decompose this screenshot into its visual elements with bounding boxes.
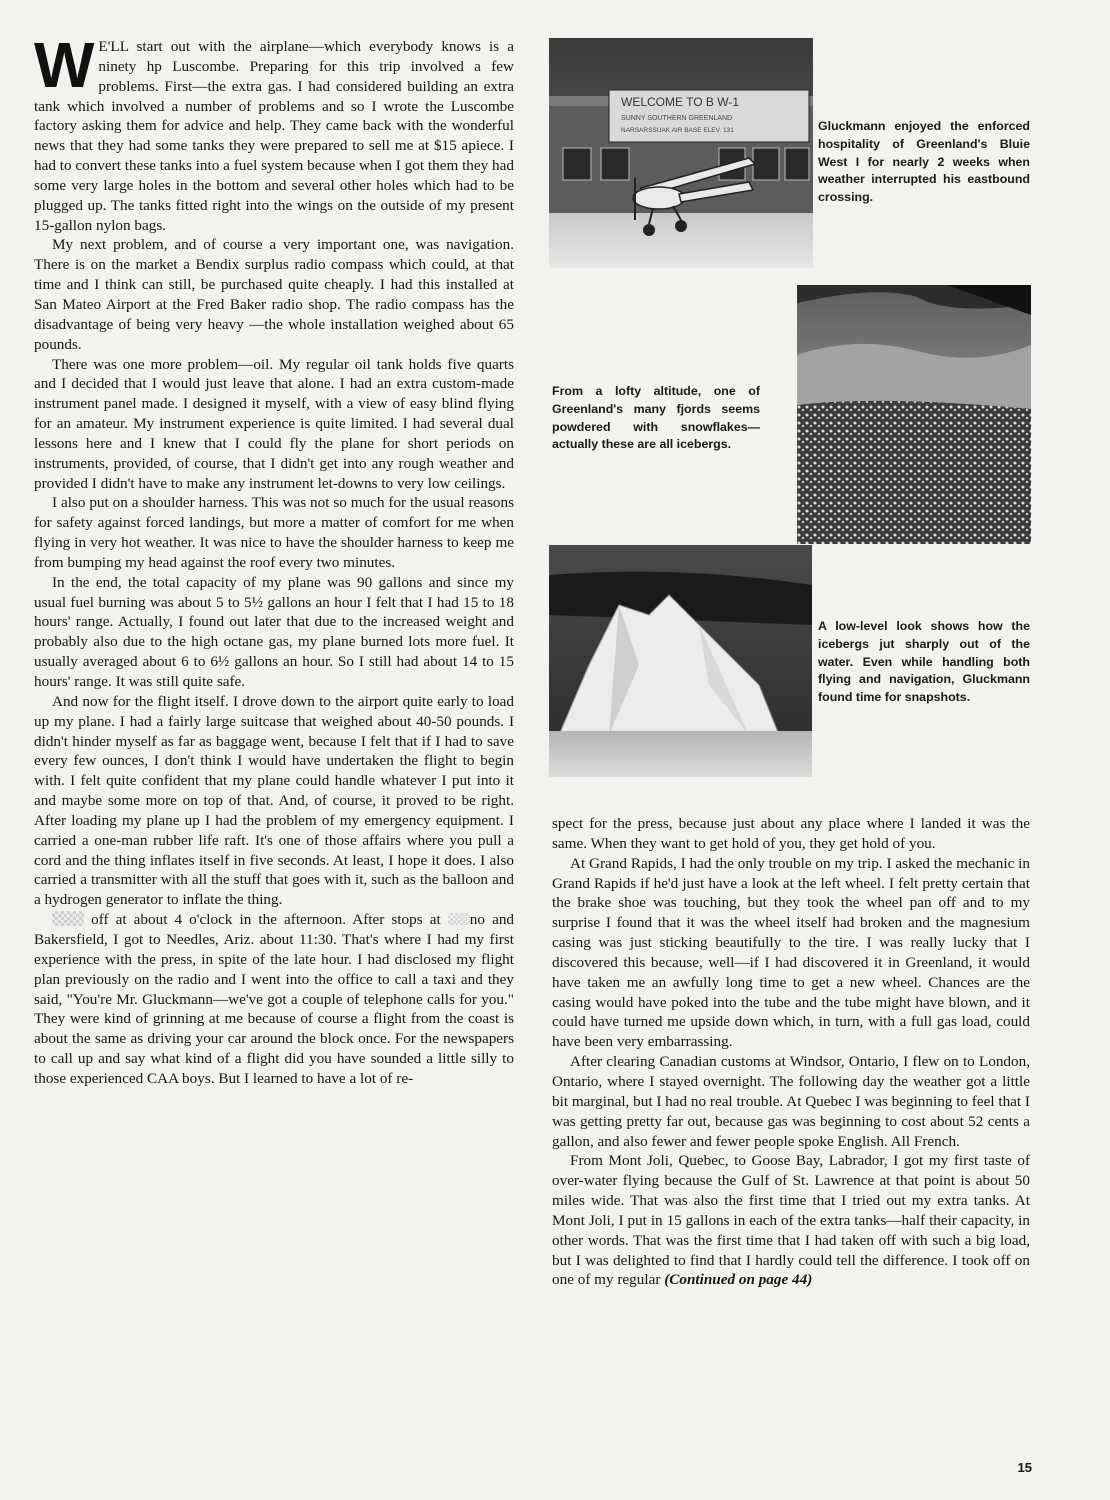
photo-iceberg-closeup	[549, 545, 812, 777]
photo-airplane-at-base	[549, 38, 813, 268]
wall-sign-line-3: NARSARSSUAK AIR BASE ELEV. 131	[621, 127, 734, 134]
article-paragraph-2: My next problem, and of course a very important one, was navigation. There is on the market a Bendix surplus radio compass which could, at that time and I think can still, be purchased quite cheaply. I had this installed at San Mateo Airport at the Fred Baker radio shop. The radio compass has the disadvantage of being very heavy —the whole installation weighed about 65 pounds.	[34, 236, 514, 353]
article-paragraph-10: After clearing Canadian customs at Windsor, Ontario, I flew on to London, Ontario, where I stayed overnight. The following day the weather got a little bit marginal, but I had no real trouble. At Quebec I was beginning to feel that I was getting pretty far out, because gas was beginning to cost about 52 cents a gallon, and also fewer and fewer people spoke English. All French.	[552, 1053, 1030, 1150]
article-paragraph-9: At Grand Rapids, I had the only trouble on my trip. I asked the mechanic in Grand Rapids if he'd just have a look at the left wheel. I felt pretty certain that the brake shoe was touching, but they took the wheel pan off and to my surprise I found that it was the wheel itself had broken and the magnesium casing was just sticking beautifully to the tire. I was really lucky that I discovered this because, well—if I had discovered it in Greenland, it would have taken me an awfully long time to get a new wheel. Chances are the casing would have poked into the tube and the tube might have blown, and it could have turned me upside down which, in turn, with a full gas load, could have been very embarrassing.	[552, 854, 1030, 1051]
photo-caption-2: From a lofty altitude, one of Greenland's many fjords seems powdered with snowflakes—actually these are all icebergs.	[552, 384, 760, 452]
wall-sign-line-1: WELCOME TO B W-1	[621, 95, 740, 109]
article-paragraph-1	[34, 29, 514, 235]
article-paragraph-7	[34, 910, 514, 1089]
article-paragraph-4: I also put on a shoulder harness. This was not so much for the usual reasons for safety against forced landings, but more a matter of comfort for me when flying in very hot weather. It was nice to have the shoulder harness to keep me from bumping my head against the roof every two minutes.	[34, 494, 514, 571]
drop-cap: W	[34, 29, 95, 101]
article-paragraph-3: There was one more problem—oil. My regular oil tank holds five quarts and I decided that I would just leave that alone. I had an extra custom-made instrument panel made. I designed it myself, with a view of easy blind flying for an amateur. My instrument experience is quite limited. I had several dual lessons here and I knew that I could fly the plane for short periods on instruments, provided, of course, that I didn't get into any rough weather and provided I didn't have to make any instrument let-downs to very low ceilings.	[34, 355, 514, 492]
obscured-text-patch	[52, 911, 84, 926]
article-paragraph-8: spect for the press, because just about any place where I landed it was the same. When they want to get hold of you, they get hold of you.	[552, 815, 1030, 852]
article-paragraph-6: And now for the flight itself. I drove down to the airport quite early to load up my plane. I had a fairly large suitcase that weighed about 40-50 pounds. I didn't hinder myself as far as baggage went, because I felt that if I had to save every few ounces, I don't think I would have undertaken the flight to begin with. I felt quite confident that my plane could handle whatever I put into it and maybe some more on top of that. And, of course, it proved to be right. After loading my plane up I had the problem of my emergency equipment. I carried a one-man rubber life raft. It's one of those affairs where you pull a cord and the thing inflates itself in five seconds. At least, I hope it does. I also carried a transmitter with all the stuff that goes with it, such as the balloon and a hydrogen generator to inflate the thing.	[34, 692, 514, 909]
article-column-left	[34, 29, 515, 1089]
article-paragraph-11	[552, 1151, 1030, 1290]
obscured-text-patch	[448, 913, 470, 925]
article-paragraph-5: In the end, the total capacity of my plane was 90 gallons and since my usual fuel burning was about 5 to 5½ gallons an hour I felt that I had 15 to 18 hours' range. Actually, I found out later that due to the increased weight and probably also due to the high octane gas, my plane burned lots more fuel. It usually averaged about 6 to 6½ gallons an hour. So I still had about 14 to 15 hours' range. It was still quite safe.	[34, 573, 514, 690]
page-number: 15	[1017, 1460, 1032, 1475]
paragraph-text: off at about 4 o'clock in the afternoon. After stops at	[91, 911, 441, 929]
photo-aerial-fjord	[797, 285, 1031, 544]
wall-sign-line-2: SUNNY SOUTHERN GREENLAND	[621, 115, 733, 122]
photo-caption-1: Gluckmann enjoyed the enforced hospitality of Greenland's Bluie West I for nearly 2 weeks when weather interrupted his eastbound crossing.	[818, 119, 1030, 205]
paragraph-text: no and Bakersfield, I got to Needles, Ariz. about 11:30. That's where I had my first experience with the press, in spite of the late hour. I had disclosed my flight plan previously on the radio and I went into the office to call a taxi and they said, "You're Mr. Gluckmann—we've got a couple of telephone calls for you." They were kind of grinning at me because of course a flight from the coast is about the same as driving your car around the block once. For the newspapers to call up and say what kind of a flight did you have sounded a little silly to those experienced CAA boys. But I learned to have a lot of re-	[34, 911, 515, 1087]
article-column-right	[552, 814, 1030, 1290]
paragraph-text: From Mont Joli, Quebec, to Goose Bay, Labrador, I got my first taste of over-water flying because the Gulf of St. Lawrence at that point is about 50 miles wide. That was also the first time that I tried out my extra tanks. At Mont Joli, I put in 15 gallons in each of the extra tanks—half their capacity, in other words. That was the first time that I had taken off with such a big load, but I was delighted to find that I hardly could tell the difference. I took off on one of my regular	[552, 1152, 1030, 1289]
paragraph-text: E'LL start out with the airplane—which everybody knows is a ninety hp Luscombe. Preparing for this trip involved a few problems. First—the extra gas. I had considered building an extra tank which involved a number of problems and so I wrote the Luscombe factory asking them for advice and help. They came back with the wonderful news that they had some tanks they were prepared to sell me at $15 apiece. I had to convert these tanks into a fuel system because when I got them they had some very large holes in the bottom and several other holes which had to be plugged up. The tanks fitted right into the wings on the outside of my present 15-gallon nylon bags.	[34, 38, 514, 234]
continued-note: (Continued on page 44)	[664, 1271, 813, 1289]
photo-caption-3: A low-level look shows how the icebergs jut sharply out of the water. Even while handling both flying and navigation, Gluckmann found time for snapshots.	[818, 619, 1030, 705]
